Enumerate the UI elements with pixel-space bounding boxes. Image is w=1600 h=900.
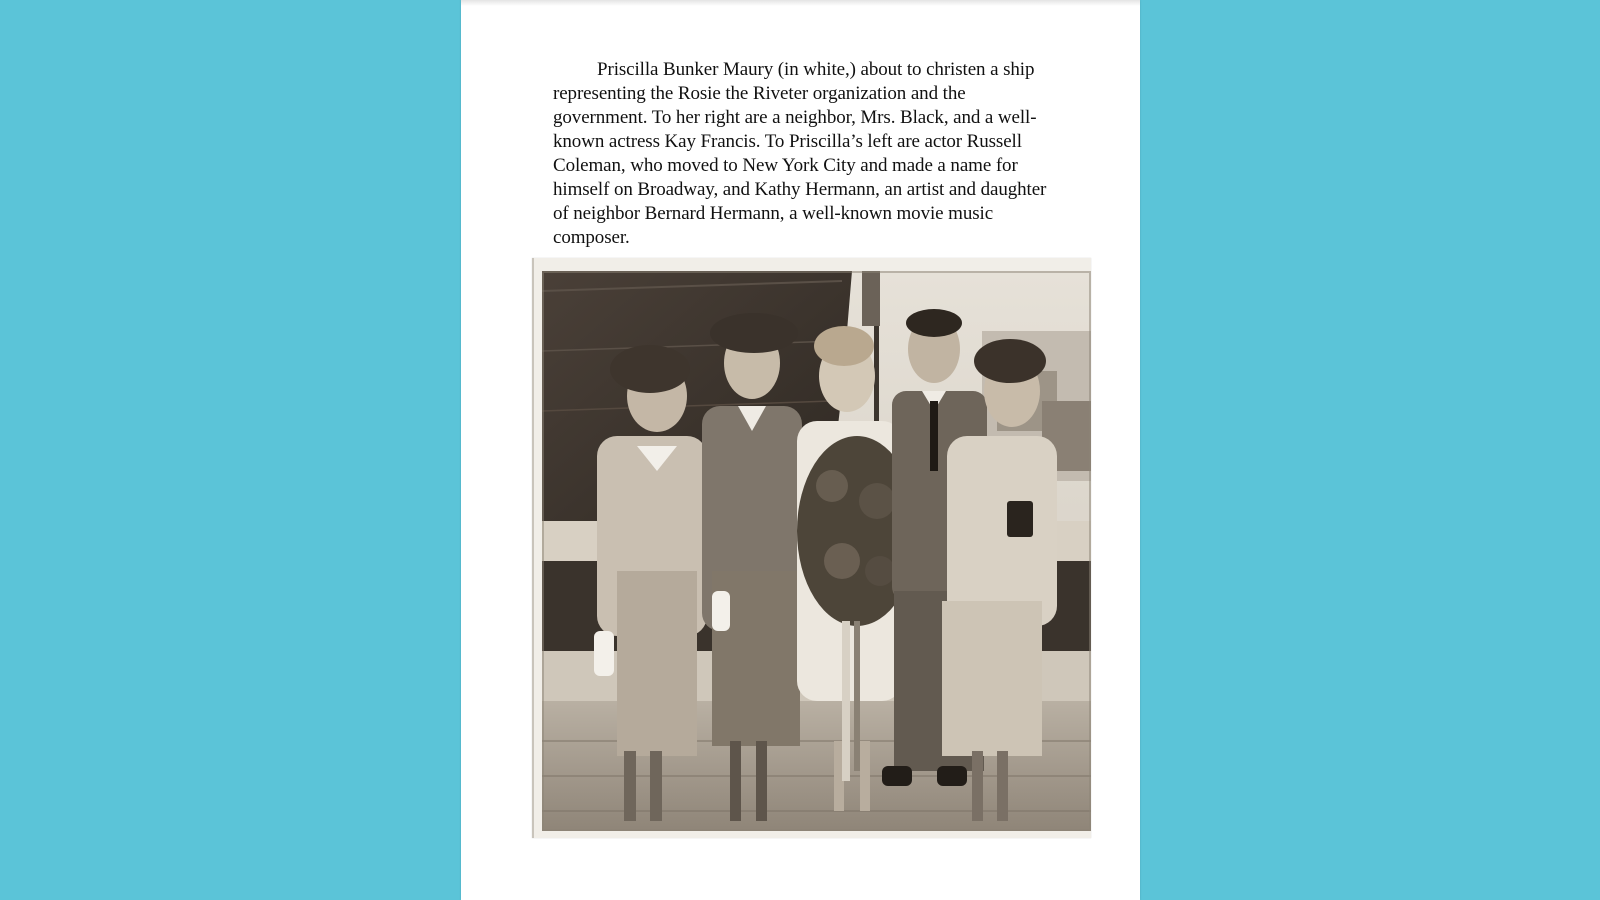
- photo-caption: Priscilla Bunker Maury (in white,) about to christen a ship representing the Rosie the Riveter organization and the government. To her right are a neighbor, Mrs. Black, and a well-known actress Kay Francis. To Priscilla’s left are actor Russell Coleman, who moved to New York City and made a name for himself on Broadway, and Kathy Hermann, an artist and daughter of neighbor Bernard Hermann, a well-known movie music composer.: [553, 59, 1047, 248]
- vintage-group-photo: [542, 271, 1091, 831]
- page-top-shadow: [461, 0, 1140, 6]
- group-photo-illustration: [542, 271, 1091, 831]
- document-page: [461, 0, 1140, 900]
- photo-mount: [532, 258, 1091, 838]
